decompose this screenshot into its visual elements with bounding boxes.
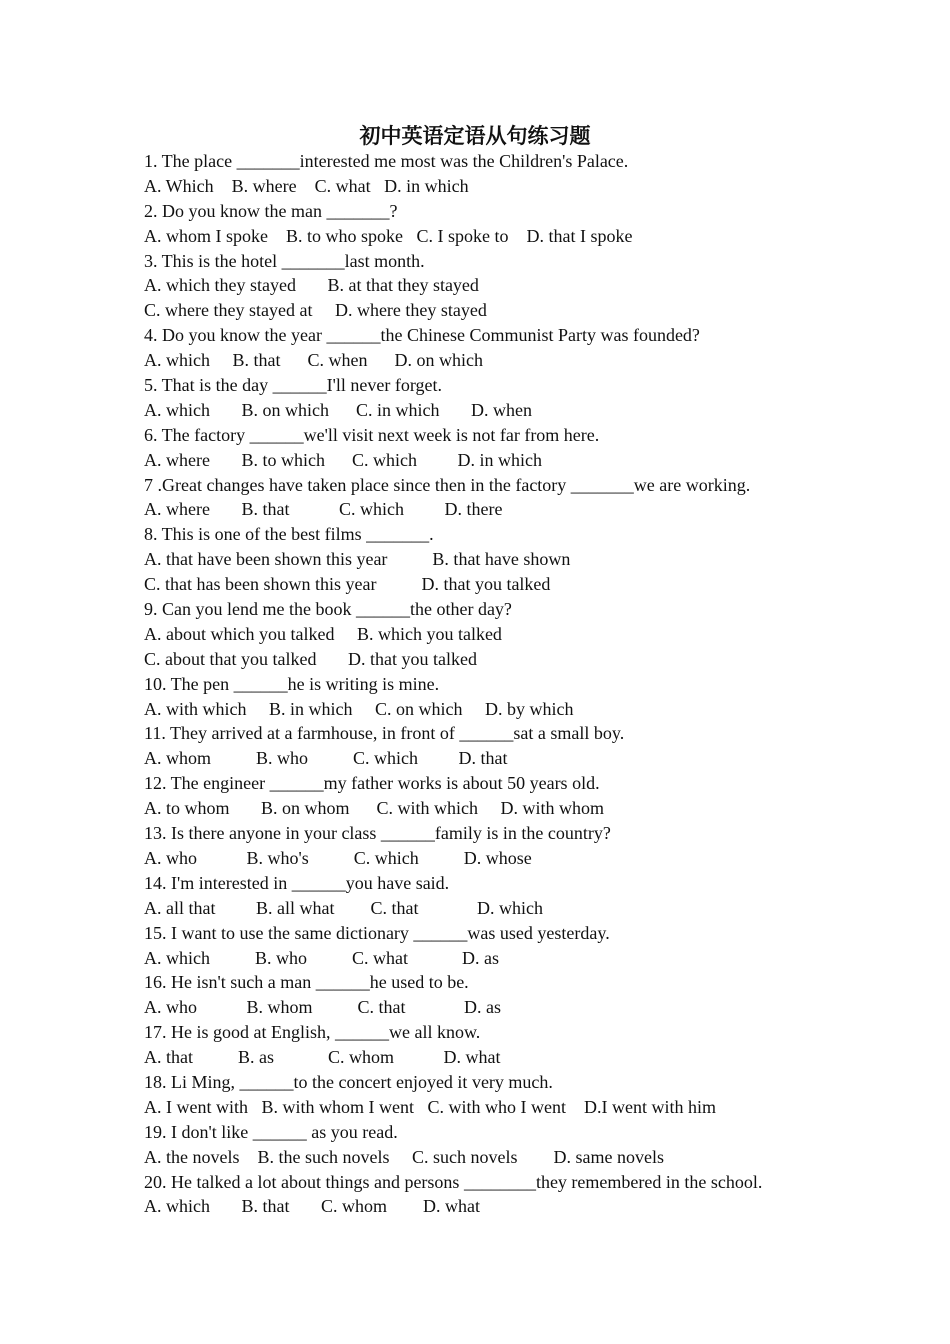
question-line: 6. The factory ______we'll visit next week is not far from here. [144,424,600,445]
options-line: A. Which B. where C. what D. in which [144,175,469,196]
question-line: 10. The pen ______he is writing is mine. [144,673,440,694]
options-line: A. that have been shown this year B. that have shown [144,549,571,570]
question-line: 7 .Great changes have taken place since then in the factory _______we are working. [144,474,751,495]
options-line: A. about which you talked B. which you talked [144,623,502,644]
page-title: 初中英语定语从句练习题 [359,124,591,148]
question-line: 1. The place _______interested me most was the Children's Palace. [144,151,629,171]
options-line: A. which B. that C. when D. on which [144,350,483,371]
options-line: C. that has been shown this year D. that you talked [144,574,551,595]
question-line: 13. Is there anyone in your class ______family is in the country? [144,823,611,844]
options-line: A. all that B. all what C. that D. which [144,897,543,918]
question-line: 20. He talked a lot about things and persons ________they remembered in the school. [144,1171,763,1192]
options-line: A. where B. to which C. which D. in which [144,449,542,470]
question-line: 12. The engineer ______my father works is about 50 years old. [144,773,600,794]
options-line: A. whom I spoke B. to who spoke C. I spoke to D. that I spoke [144,225,633,246]
options-line: A. which B. that C. whom D. what [144,1196,480,1217]
options-line: A. the novels B. the such novels C. such novels D. same novels [144,1146,664,1167]
question-line: 11. They arrived at a farmhouse, in front of ______sat a small boy. [144,723,625,744]
options-line: A. which B. on which C. in which D. when [144,399,532,420]
question-line: 5. That is the day ______I'll never forget. [144,375,443,396]
question-line: 3. This is the hotel _______last month. [144,250,425,271]
question-line: 2. Do you know the man _______? [144,200,398,221]
question-line: 9. Can you lend me the book ______the other day? [144,599,512,620]
options-line: A. whom B. who C. which D. that [144,748,508,769]
question-line: 14. I'm interested in ______you have said. [144,872,450,893]
options-line: A. with which B. in which C. on which D. by which [144,698,574,719]
options-line: A. to whom B. on whom C. with which D. with whom [144,798,605,819]
options-line: A. who B. whom C. that D. as [144,997,501,1018]
question-line: 4. Do you know the year ______the Chinese Communist Party was founded? [144,325,700,346]
question-line: 18. Li Ming, ______to the concert enjoyed it very much. [144,1071,553,1092]
options-line: C. about that you talked D. that you talked [144,648,477,669]
options-line: A. which B. who C. what D. as [144,947,499,968]
options-line: A. where B. that C. which D. there [144,499,503,520]
question-line: 15. I want to use the same dictionary ______was used yesterday. [144,922,610,943]
options-line: A. that B. as C. whom D. what [144,1047,501,1068]
options-line: C. where they stayed at D. where they stayed [144,300,487,321]
question-line: 19. I don't like ______ as you read. [144,1121,398,1142]
options-line: A. I went with B. with whom I went C. with who I went D.I went with him [144,1096,716,1117]
options-line: A. which they stayed B. at that they stayed [144,275,479,296]
question-line: 16. He isn't such a man ______he used to be. [144,972,469,993]
question-line: 8. This is one of the best films _______. [144,524,434,545]
question-line: 17. He is good at English, ______we all know. [144,1022,481,1043]
options-line: A. who B. who's C. which D. whose [144,847,532,868]
exercise-list [144,149,824,1219]
